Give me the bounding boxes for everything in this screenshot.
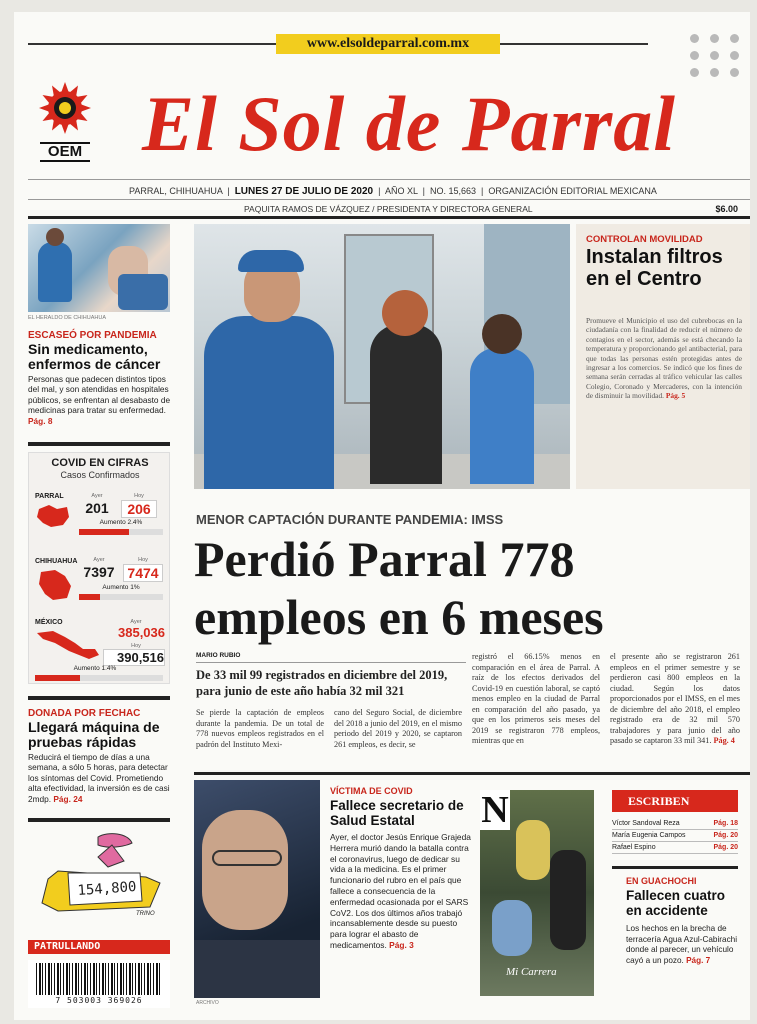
portrait-photo[interactable]	[194, 780, 320, 998]
story1-text: Personas que padecen distintos tipos del mal, y son atendidas en hospitales públicos, se enfrentan al desabasto de medicinas para tratar su enfermedad.	[28, 374, 171, 416]
parral-ayer-label: Ayer	[91, 493, 103, 499]
n-magazine-cover[interactable]	[480, 790, 594, 996]
story2-kicker: DONADA POR FECHAC	[28, 708, 141, 719]
rule	[28, 696, 170, 700]
n-logo: N	[481, 789, 509, 831]
photo-man	[204, 316, 334, 489]
parral-hoy: 206	[121, 500, 157, 518]
publisher: ORGANIZACIÓN EDITORIAL MEXICANA	[488, 186, 657, 196]
escriben-name: María Eugenia Campos	[612, 832, 686, 839]
cartoon-number: 154,800	[76, 878, 137, 900]
escriben-page: Pág. 18	[713, 820, 738, 827]
top-story-body	[586, 316, 742, 401]
main-headline-line-2: empleos en 6 meses	[194, 589, 604, 645]
story1-page[interactable]: Pág. 8	[28, 415, 53, 426]
price: $6.00	[715, 204, 738, 214]
mexico-label: MÉXICO	[35, 619, 63, 626]
portrait-glasses	[212, 850, 282, 866]
escriben-row[interactable]	[612, 830, 738, 842]
top-story-page[interactable]: Pág. 5	[665, 391, 686, 401]
rule	[28, 818, 170, 822]
main-headline-line-1: Perdió Parral 778	[194, 531, 575, 587]
main-col-1: Se pierde la captación de empleos durante la pandemia. De un total de 778 nuevos empleos registrados en el padrón del Instituto Mexi-	[196, 708, 324, 749]
mexico-hoy: 390,516	[103, 649, 165, 666]
mexico-bar-fill	[35, 675, 80, 681]
escriben-page: Pág. 20	[713, 844, 738, 851]
main-deck: De 33 mil 99 registrados en diciembre del 2019, para junio de este año había 32 mil 321	[196, 668, 448, 698]
cartoon-signature: TRINO	[136, 911, 155, 917]
story1-headline[interactable]: Sin medicamento, enfermos de cáncer	[28, 341, 161, 372]
mexico-ayer: 385,036	[118, 625, 165, 640]
escriben-name: Rafael Espino	[612, 844, 656, 851]
covid-title: COVID EN CIFRAS	[51, 457, 149, 469]
story2-body	[28, 752, 178, 804]
covid-story-text: Ayer, el doctor Jesús Enrique Grajeda Herrera murió dando la batalla contra el coronavirus, luego de dedicar su vida a la medicina. Es el primer funcionario del rubro en el país que fallece a consecuencia de la enfermedad ocasionada por el SARS CoV2. Los dos últimos años trabajó incansablemente desde su puesto para lograr el abasto de medicamentos.	[330, 832, 471, 950]
guachochi-body	[626, 924, 738, 966]
photo-woman-1-head	[382, 290, 428, 336]
covid-story-headline[interactable]: Fallece secretario de Salud Estatal	[330, 798, 464, 828]
chihuahua-bar	[79, 594, 163, 600]
date: LUNES 27 DE JULIO DE 2020	[234, 186, 374, 197]
story2-headline[interactable]: Llegará máquina de pruebas rápidas	[28, 719, 160, 750]
photo-credit: ARCHIVO	[196, 1000, 219, 1006]
guachochi-text: Los hechos en la brecha de terracería Agua Azul-Cabirachi donde al parecer, un vehículo cayó a un pozo.	[626, 924, 738, 965]
covid-story-kicker: VÍCTIMA DE COVID	[330, 786, 413, 796]
rule	[28, 199, 750, 200]
parral-bar	[79, 529, 163, 535]
parral-bar-fill	[79, 529, 129, 535]
barcode	[28, 960, 170, 1008]
logo-text: OEM	[40, 142, 90, 162]
main-col-4-text: el presente año se registraron 261 empleos en el primer semestre y se perdieron casi 800 empleos en la ciudad. Según los datos proporcionados por el IMSS, en el mes de diciembre del año 2018, el empleo registrado era de 32 mil 570 trabajadores y para junio del año pasado se captaron 33 mil 341.	[610, 652, 740, 745]
patrullando-bar[interactable]: PATRULLANDO	[28, 940, 170, 954]
photo-man-cap	[238, 250, 304, 272]
rule	[194, 772, 750, 775]
mexico-increase: Aumento 1.4%	[73, 665, 117, 672]
portrait-suit	[194, 940, 320, 998]
website-url[interactable]: www.elsoldeparral.com.mx	[276, 34, 500, 54]
parral-ayer: 201	[85, 500, 109, 516]
photo-woman-1	[370, 324, 442, 484]
chihuahua-ayer-label: Ayer	[93, 557, 105, 563]
covid-story-body	[330, 832, 472, 951]
hospital-photo[interactable]	[28, 224, 170, 312]
guachochi-headline[interactable]: Fallecen cuatro en accidente	[626, 888, 726, 918]
escriben-header: ESCRIBEN	[612, 790, 738, 812]
oem-logo	[36, 78, 94, 168]
parral-label: PARRAL	[35, 493, 64, 500]
escriben-list	[612, 818, 738, 854]
story1-kicker: ESCASEÓ POR PANDEMIA	[28, 330, 157, 341]
main-photo[interactable]	[194, 224, 570, 489]
chihuahua-increase: Aumento 1%	[102, 584, 140, 591]
n-person-3	[550, 850, 586, 950]
covid-subtitle: Casos Confirmados	[60, 470, 140, 480]
rule	[28, 179, 750, 180]
n-person-2	[492, 900, 532, 956]
chihuahua-label: CHIHUAHUA	[35, 558, 78, 565]
chihuahua-hoy-label: Hoy	[138, 557, 148, 563]
chihuahua-ayer: 7397	[83, 564, 115, 580]
top-story-box	[576, 224, 750, 489]
photo-woman-2	[470, 348, 534, 484]
top-story-headline[interactable]: Instalan filtros en el Centro	[586, 246, 723, 290]
story1-body	[28, 374, 178, 426]
top-story-kicker: CONTROLAN MOVILIDAD	[586, 234, 703, 245]
parral-increase: Aumento 2.4%	[99, 519, 143, 526]
main-col-4	[610, 652, 740, 747]
portrait-face	[202, 810, 288, 930]
header-bottom-rule	[28, 216, 750, 219]
n-person-1	[516, 820, 550, 880]
escriben-name: Víctor Sandoval Reza	[612, 820, 680, 827]
masthead-title: El Sol de Parral	[142, 80, 676, 167]
director-line: PAQUITA RAMOS DE VÁZQUEZ / PRESIDENTA Y DIRECTORA GENERAL	[244, 204, 533, 214]
mexico-hoy-label: Hoy	[131, 643, 141, 649]
guachochi-kicker: EN GUACHOCHI	[626, 876, 697, 886]
rule	[612, 866, 738, 869]
dots-decoration	[686, 30, 746, 80]
covid-story-page[interactable]: Pág. 3	[389, 939, 414, 950]
main-col-3: registró el 66.15% menos en comparación en el área de Parral. A raíz de los efectos derivados del Covid-19 en cuestión laboral, se captó menos empleo en la ciudad de Parral en comparación del año pasado, ya que en los primeros seis meses del 2019 se registraron 778 empleos, mientras que en	[472, 652, 600, 745]
escriben-row[interactable]	[612, 818, 738, 830]
newspaper-page	[14, 12, 750, 1020]
photo-woman-2-head	[482, 314, 522, 354]
location: PARRAL, CHIHUAHUA	[129, 186, 223, 196]
top-story-text: Promueve el Municipio el uso del cubrebocas en la ciudadanía con la finalidad de reducir el número de contagios en el sector, además se está checando la temperatura y proporcionando gel antibacterial, para que todas las personas estén protegidas antes de ingresar a los comercios. Se indicó que los fines de semana serán cerradas al tráfico vehicular las calles Colegio, Coronado y Mercaderes, con la intención de disminuir la movilidad.	[586, 316, 742, 401]
rule	[196, 662, 466, 663]
edition-info: PARRAL, CHIHUAHUA | LUNES 27 DE JULIO DE 2020 | AÑO XL | NO. 15,663 | ORGANIZACIÓN EDITORIAL MEXICANA	[129, 186, 657, 197]
story2-text: Reducirá el tiempo de días a una semana, a sólo 5 horas, para detectar los síntomas del Covid. Prometiendo alta efectividad, la inversión es de casi 2mdp.	[28, 752, 170, 804]
issue-number: NO. 15,663	[429, 186, 476, 196]
n-caption: Mi Carrera	[506, 966, 557, 978]
photo-caption: EL HERALDO DE CHIHUAHUA	[28, 315, 107, 321]
year: AÑO XL	[384, 186, 418, 196]
chihuahua-map-icon	[35, 568, 75, 602]
story2-page[interactable]: Pág. 24	[53, 793, 83, 804]
byline: MARIO RUBIO	[196, 652, 241, 659]
parral-map-icon	[35, 503, 71, 529]
main-col-2: cano del Seguro Social, de diciembre del 2018 a junio del 2019, en el mismo periodo del 2019 y 2020, se captaron 261 empleos, es decir, se	[334, 708, 462, 749]
chihuahua-bar-fill	[79, 594, 100, 600]
barcode-number: 7 503003 369026	[55, 996, 143, 1005]
parral-hoy-label: Hoy	[134, 493, 144, 499]
mexico-map-icon	[35, 629, 101, 661]
mexico-ayer-label: Ayer	[130, 619, 142, 625]
guachochi-page[interactable]: Pág. 7	[686, 955, 711, 965]
main-story-page[interactable]: Pág. 4	[713, 736, 735, 745]
main-kicker: MENOR CAPTACIÓN DURANTE PANDEMIA: IMSS	[196, 512, 504, 527]
main-headline[interactable]	[194, 530, 750, 646]
chihuahua-hoy: 7474	[123, 564, 163, 582]
escriben-row[interactable]	[612, 842, 738, 854]
rule	[28, 442, 170, 446]
barcode-bars	[36, 963, 162, 995]
cartoon[interactable]	[28, 827, 170, 931]
covid-box	[28, 452, 170, 684]
mexico-bar	[35, 675, 163, 681]
escriben-page: Pág. 20	[713, 832, 738, 839]
